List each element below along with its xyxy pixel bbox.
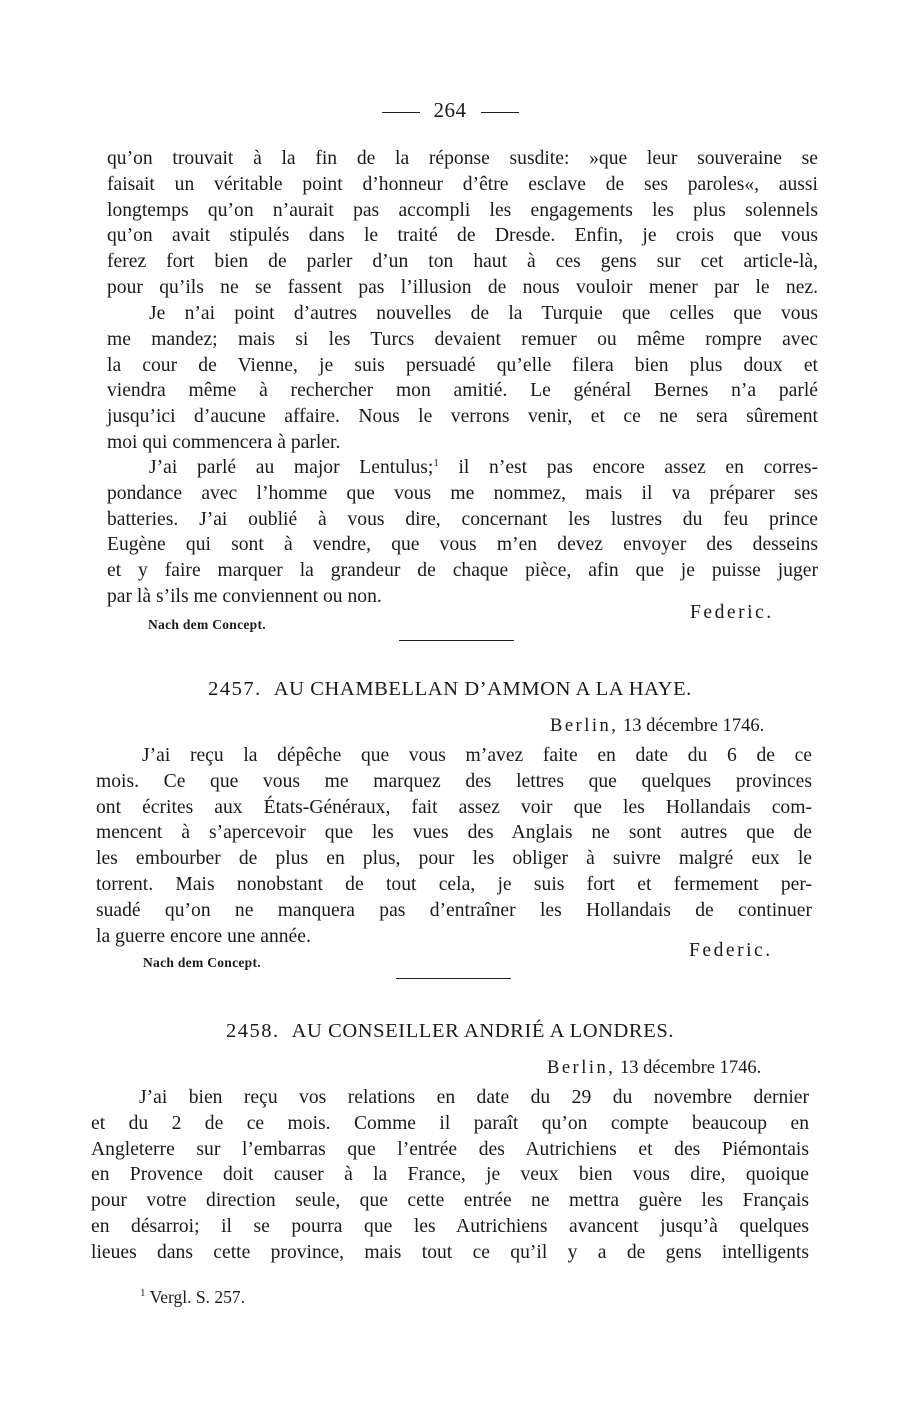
text-line: en désarroi; il se pourra que les Autrichiens avancent jusqu’à quelques [91,1215,809,1237]
section-divider [399,640,514,641]
letter-title: AU CONSEILLER ANDRIÉ A LONDRES. [291,1020,675,1042]
paragraph-lentulus [107,455,818,610]
signature: Federic. [689,940,773,961]
text-line: jusqu’ici d’aucune affaire. Nous le verrons venir, et ce ne sera sûrement [107,406,818,428]
dateline [547,1058,761,1079]
page-number-text: 264 [433,98,467,122]
text-line: batteries. J’ai oublié à vous dire, concernant les lustres du feu prince [107,508,818,530]
text-line: pondance avec l’homme que vous me nommez, mais il va préparer ses [107,482,818,504]
text-line: Je n’ai point d’autres nouvelles de la Turquie que celles que vous [149,303,818,324]
footnote-marker: 1 [140,1287,146,1299]
text-line: en Provence doit causer à la France, je veux bien vous dire, quoique [91,1164,809,1186]
text-line: Angleterre sur l’embarras que l’entrée des Autrichiens et des Piémontais [91,1138,809,1160]
section-divider [396,978,511,979]
text-line: pour qu’ils ne se fassent pas l’illusion de nous vouloir mener par le nez. [107,276,818,298]
signature: Federic. [690,602,774,623]
dateline-place: Berlin, [550,716,619,736]
letter-heading [0,1020,900,1043]
text-line: la guerre encore une année. [96,925,311,947]
text-fragment: J’ai parlé au major Lentulus; [149,457,434,478]
dateline-date: 13 décembre 1746. [620,1058,762,1078]
source-note: Nach dem Concept. [148,617,266,632]
text-line: longtemps qu’on n’aurait pas accompli les engagements les plus solennels [107,199,818,221]
letter-number: 2457. [208,678,262,700]
text-line: la cour de Vienne, je suis persuadé qu’elle filera bien plus doux et [107,354,818,376]
footnote-text: Vergl. S. 257. [149,1287,246,1307]
paragraph-turquie [107,301,818,456]
text-line: moi qui commencera à parler. [107,431,341,453]
text-line: viendra même à rechercher mon amitié. Le général Bernes n’a parlé [107,380,818,402]
text-line: et y faire marquer la grandeur de chaque pièce, afin que je puisse juger [107,560,818,582]
text-line: et du 2 de ce mois. Comme il paraît qu’on compte beaucoup en [91,1112,809,1134]
footnote-ref[interactable]: 1 [433,457,439,469]
text-line: qu’on trouvait à la fin de la réponse susdite: »que leur souveraine se [107,148,818,169]
source-note: Nach dem Concept. [143,955,261,970]
text-line: ont écrites aux États-Généraux, fait assez voir que les Hollandais com- [96,796,812,818]
letter-body [96,743,812,949]
text-line: ferez fort bien de parler d’un ton haut à ces gens sur cet article-là, [107,251,818,273]
dateline-place: Berlin, [547,1058,616,1078]
page-number [0,98,900,123]
text-line: me mandez; mais si les Turcs devaient remuer ou même rompre avec [107,328,818,350]
text-line: mencent à s’apercevoir que les vues des Anglais ne sont autres que de [96,822,812,844]
text-line [107,455,818,481]
letter-title: AU CHAMBELLAN D’AMMON A LA HAYE. [273,678,692,700]
dateline [550,716,764,737]
page-number-dash-right [481,112,519,113]
text-line: torrent. Mais nonobstant de tout cela, je suis fort et fermement per- [96,873,812,895]
footnote [140,1287,245,1308]
letter-body [91,1085,809,1266]
text-line: Eugène qui sont à vendre, que vous m’en devez envoyer des desseins [107,534,818,556]
dateline-date: 13 décembre 1746. [623,716,765,736]
text-line: qu’on avait stipulés dans le traité de Dresde. Enfin, je crois que vous [107,225,818,247]
letter-number: 2458. [225,1020,280,1042]
letter-heading [0,678,900,701]
text-line: faisait un véritable point d’honneur d’être esclave de ses paroles«, aussi [107,173,818,195]
text-line: mois. Ce que vous me marquez des lettres que quelques provinces [96,770,812,792]
text-line: les embourber de plus en plus, pour les obliger à suivre malgré eux le [96,848,812,870]
text-line: par là s’ils me conviennent ou non. [107,585,382,607]
text-fragment: il n’est pas encore assez en corres- [438,457,818,478]
text-line: pour votre direction seule, que cette entrée ne mettra guère les Français [91,1190,809,1212]
text-line: J’ai reçu la dépêche que vous m’avez faite en date du 6 de ce [142,745,812,766]
text-line: lieues dans cette province, mais tout ce qu’il y a de gens intelligents [91,1241,809,1263]
text-line: J’ai bien reçu vos relations en date du 29 du novembre dernier [139,1087,809,1108]
continuation-text [107,146,818,301]
page-number-dash-left [382,112,420,113]
text-line: suadé qu’on ne manquera pas d’entraîner les Hollandais de continuer [96,899,812,921]
